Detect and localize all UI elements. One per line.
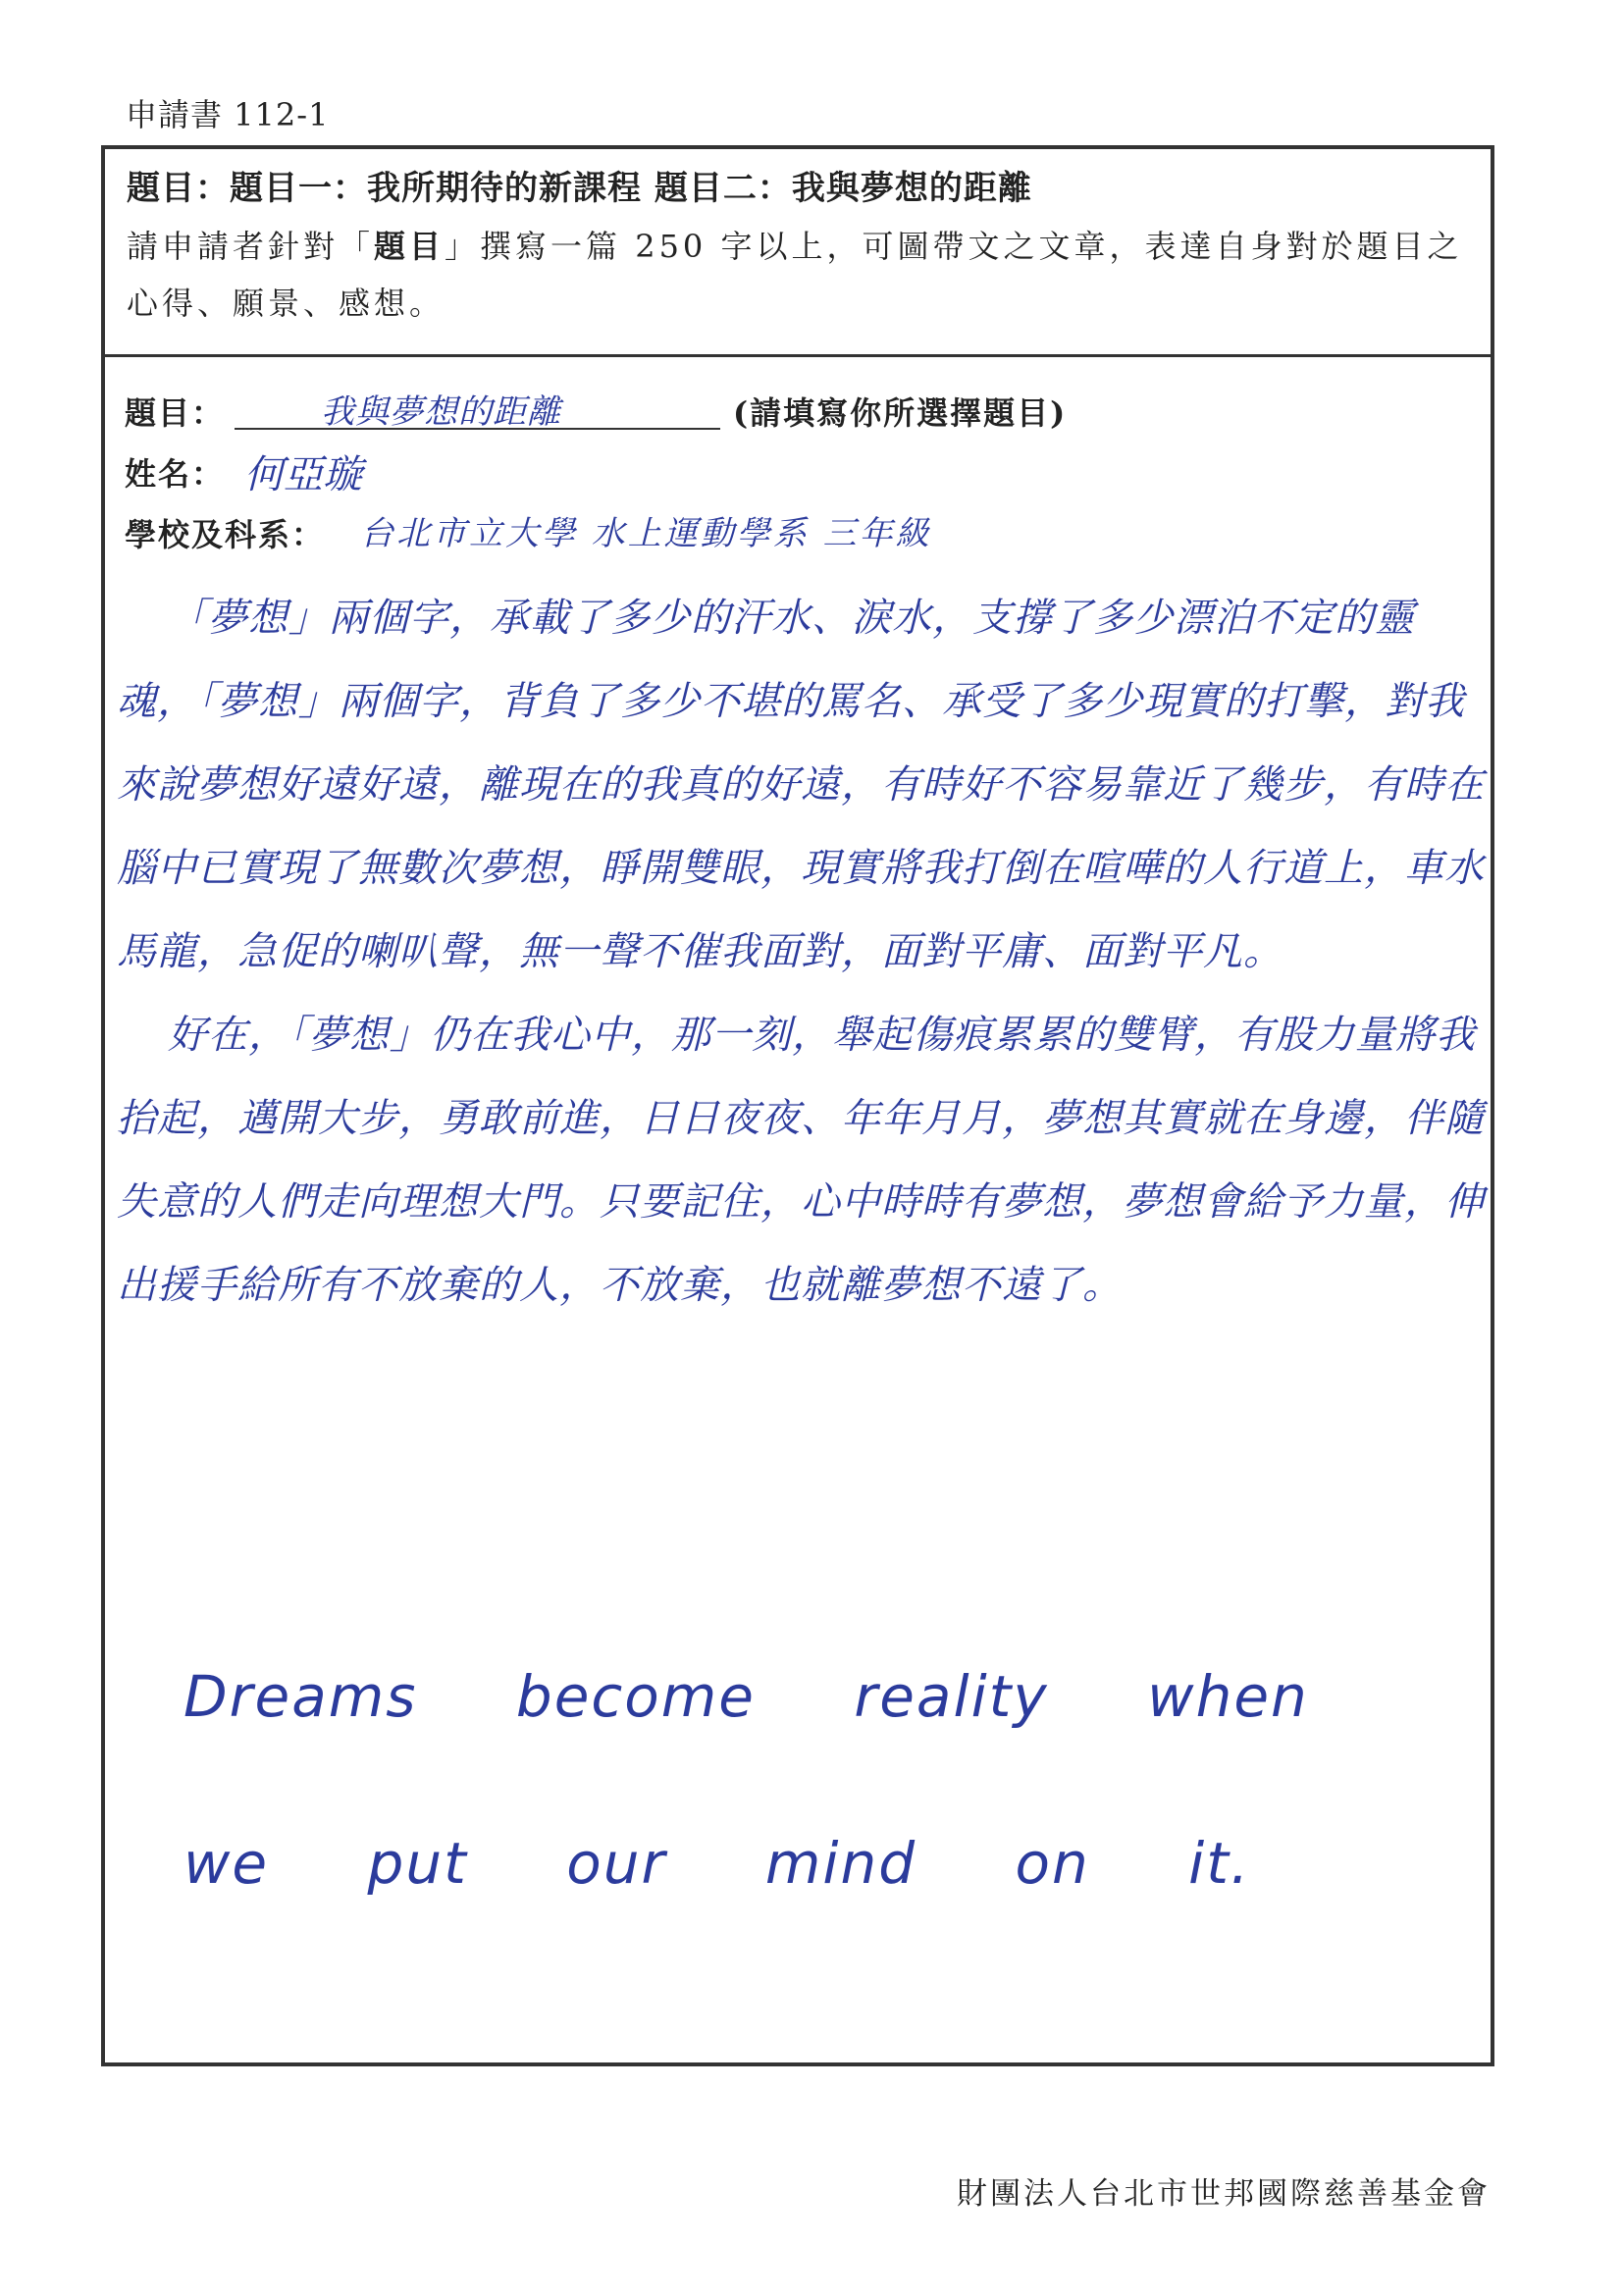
topic-note: (請填寫你所選擇題目) (733, 394, 1068, 432)
fill-section (105, 357, 1491, 2062)
instructions-title: 題目：題目一：我所期待的新課程 題目二：我與夢想的距離 (127, 169, 1032, 208)
instructions-body-bold: 題目 (374, 228, 445, 265)
essay-quote: Dreams become reality when we put our mind on it. (183, 1663, 1309, 1897)
school-value: 台北市立大學 水上運動學系 三年級 (360, 514, 932, 553)
application-form (101, 145, 1494, 2066)
instructions-body (127, 218, 1471, 332)
essay-body (117, 577, 1491, 1328)
name-value: 何亞璇 (244, 452, 362, 497)
topic-value: 我與夢想的距離 (321, 392, 561, 432)
instructions-body-prefix: 請申請者針對「 (127, 228, 375, 265)
instructions-body-suffix: 」撰寫一篇 250 字以上，可圖帶文之文章，表達自身對於題目之心得、願景、感想。 (127, 228, 1463, 322)
topic-label: 題目： (125, 394, 226, 432)
document-code: 申請書 112-1 (126, 96, 330, 133)
school-label: 學校及科系： (125, 516, 326, 553)
instructions-section (105, 149, 1491, 357)
essay-paragraph-2: 好在，「夢想」仍在我心中，那一刻，舉起傷痕累累的雙臂，有股力量將我抬起，邁開大步，勇敢前進，日日夜夜、年年月月，夢想其實就在身邊，伴隨失意的人們走向理想大門。只要記住，心中時時有夢想，夢想會給予力量，伸出援手給所有不放棄的人，不放棄，也就離夢想不遠了。 (117, 1013, 1485, 1308)
topic-row (125, 385, 1204, 434)
name-label: 姓名： (125, 455, 226, 493)
foundation-name: 財團法人台北市世邦國際慈善基金會 (957, 2176, 1491, 2212)
essay-paragraph-1: 「夢想」兩個字，承載了多少的汗水、淚水，支撐了多少漂泊不定的靈魂，「夢想」兩個字，背負了多少不堪的罵名、承受了多少現實的打擊，對我來說夢想好遠好遠，離現在的我真的好遠，有時好不容易靠近了幾步，有時在腦中已實現了無數次夢想，睜開雙眼，現實將我打倒在喧嘩的人行道上，車水馬龍，急促的喇叭聲，無一聲不催我面對，面對平庸、面對平凡。 (117, 596, 1485, 974)
